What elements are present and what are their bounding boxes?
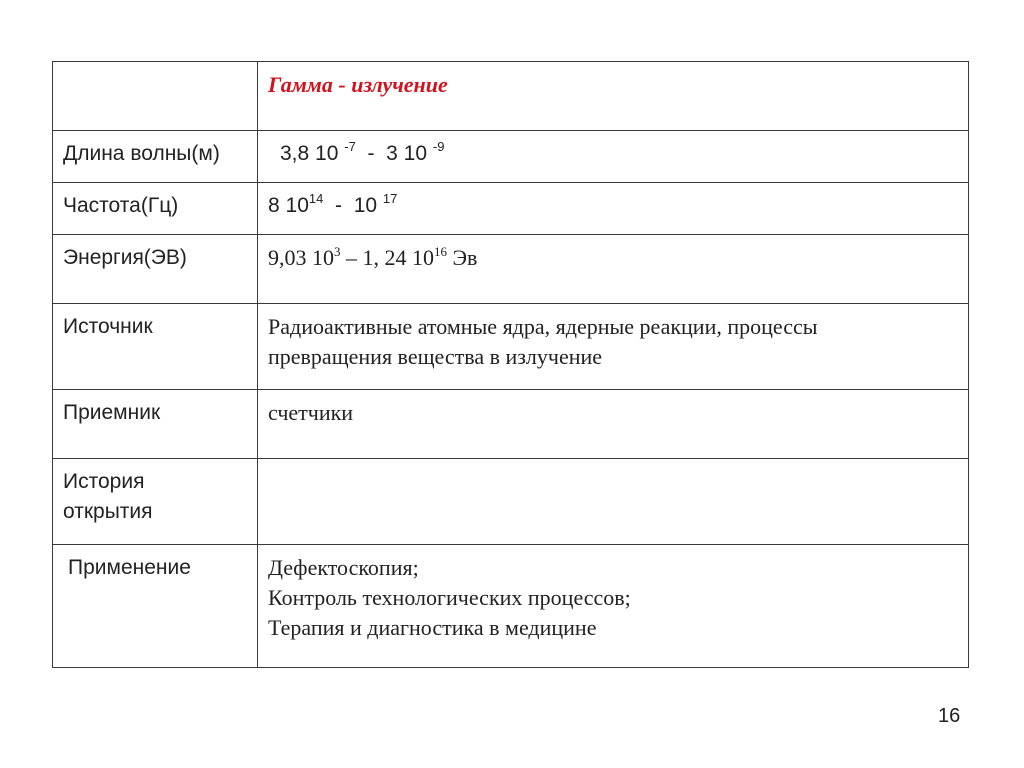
frequency-to-mantissa: 10 — [353, 194, 378, 217]
receiver-label: Приемник — [63, 401, 161, 424]
wavelength-value-cell — [258, 131, 969, 183]
application-value — [258, 545, 968, 643]
table-row-frequency — [53, 183, 969, 235]
source-label-cell — [53, 304, 258, 390]
energy-value — [258, 235, 968, 273]
history-value — [258, 459, 968, 467]
frequency-from-mantissa: 8 10 — [268, 194, 309, 217]
table-title: Гамма - излучение — [268, 72, 448, 97]
frequency-from-exp: 14 — [308, 191, 324, 206]
energy-value-cell — [258, 235, 969, 304]
application-label-cell — [53, 545, 258, 668]
application-line: Терапия и диагностика в медицине — [268, 615, 597, 640]
energy-from-exp: 3 — [334, 244, 341, 259]
energy-from-mantissa: 9,03 10 — [268, 245, 334, 270]
wavelength-label-cell — [53, 131, 258, 183]
page-number: 16 — [938, 705, 961, 727]
frequency-separator: - — [335, 194, 343, 217]
table-row-receiver — [53, 390, 969, 459]
wavelength-from-exp: -7 — [344, 139, 356, 154]
history-label-cell — [53, 459, 258, 545]
wavelength-value — [258, 131, 968, 169]
table-row-wavelength — [53, 131, 969, 183]
history-label: История открытия — [63, 470, 153, 523]
table-row-application — [53, 545, 969, 668]
table-row-history — [53, 459, 969, 545]
application-line: Контроль технологических процессов; — [268, 585, 631, 610]
frequency-label: Частота(Гц) — [63, 194, 179, 217]
receiver-label-cell — [53, 390, 258, 459]
application-label: Применение — [68, 556, 191, 579]
frequency-value-cell — [258, 183, 969, 235]
header-label-cell — [53, 62, 258, 131]
receiver-value: счетчики — [268, 400, 354, 425]
application-line: Дефектоскопия; — [268, 555, 419, 580]
header-label — [53, 62, 257, 70]
energy-label: Энергия(ЭВ) — [63, 246, 187, 269]
header-title-cell — [258, 62, 969, 131]
history-value-cell — [258, 459, 969, 545]
table-row-header — [53, 62, 969, 131]
frequency-value — [258, 183, 968, 221]
wavelength-separator: - — [367, 142, 375, 165]
frequency-label-cell — [53, 183, 258, 235]
energy-to-exp: 16 — [434, 244, 447, 259]
table-row-source — [53, 304, 969, 390]
energy-separator: – — [346, 245, 357, 270]
source-value: Радиоактивные атомные ядра, ядерные реакции, процессы превращения вещества в излучение — [268, 314, 818, 369]
energy-unit: Эв — [452, 245, 478, 270]
wavelength-to-exp: -9 — [432, 139, 445, 154]
application-value-cell — [258, 545, 969, 668]
source-label: Источник — [63, 315, 153, 338]
wavelength-from-mantissa: 3,8 10 — [280, 142, 339, 165]
wavelength-label: Длина волны(м) — [63, 142, 220, 165]
energy-label-cell — [53, 235, 258, 304]
frequency-to-exp: 17 — [382, 191, 398, 206]
wavelength-to-mantissa: 3 10 — [386, 142, 428, 165]
properties-table — [52, 61, 969, 668]
receiver-value-cell — [258, 390, 969, 459]
energy-to-mantissa: 1, 24 10 — [362, 245, 434, 270]
source-value-cell — [258, 304, 969, 390]
table-row-energy — [53, 235, 969, 304]
